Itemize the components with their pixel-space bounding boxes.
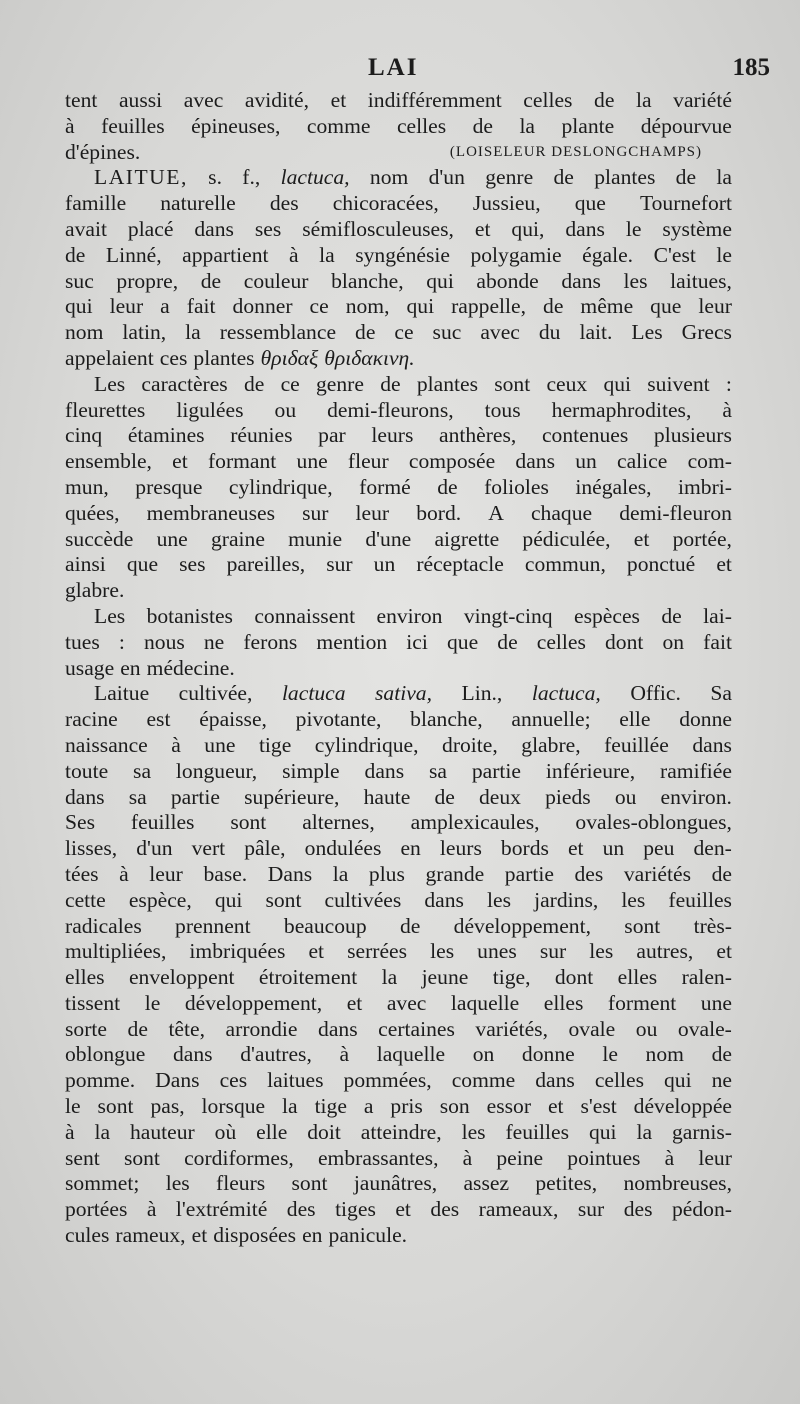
text-line: lisses, d'un vert pâle, ondulées en leurs bords et un peu den-: [65, 836, 732, 861]
text-line: nom latin, la ressemblance de ce suc avec du lait. Les Grecs: [65, 320, 732, 345]
text-line: suc propre, de couleur blanche, qui abonde dans les laitues,: [65, 268, 732, 293]
text-line: fleurettes ligulées ou demi-fleurons, tous hermaphrodites, à: [65, 397, 732, 422]
signature-line: [65, 140, 732, 166]
text-line: appelaient ces plantes θριδαξ θριδακινη.: [65, 345, 415, 370]
text-line: racine est épaisse, pivotante, blanche, annuelle; elle donne: [65, 707, 732, 732]
text-line: cinq étamines réunies par leurs anthères, contenues plusieurs: [65, 423, 732, 448]
text-line: dans sa partie supérieure, haute de deux pieds ou environ.: [65, 784, 732, 809]
text-line: à la hauteur où elle doit atteindre, les feuilles qui la garnis-: [65, 1119, 732, 1144]
text-line: cules rameux, et disposées en panicule.: [65, 1223, 408, 1248]
text-line: sent sont cordiformes, embrassantes, à peine pointues à leur: [65, 1145, 732, 1170]
page-header: [0, 54, 800, 88]
text-line: sorte de tête, arrondie dans certaines variétés, ovale ou ovale-: [65, 1016, 732, 1041]
text-line: tent aussi avec avidité, et indifféremment celles de la variété: [65, 88, 732, 112]
text-line: cette espèce, qui sont cultivées dans les jardins, les feuilles: [65, 887, 732, 912]
text-line: tissent le développement, et avec laquelle elles forment une: [65, 990, 732, 1015]
text-line: de Linné, appartient à la syngénésie polygamie égale. C'est le: [65, 242, 732, 267]
text-line: multipliées, imbriquées et serrées les unes sur les autres, et: [65, 939, 732, 964]
text-line: elles enveloppent étroitement la jeune tige, dont elles ralen-: [65, 965, 732, 990]
text-line: naissance à une tige cylindrique, droite, glabre, feuillée dans: [65, 732, 732, 757]
text-line: avait placé dans ses sémiflosculeuses, et qui, dans le système: [65, 216, 732, 241]
text-line: succède une graine munie d'une aigrette pédiculée, et portée,: [65, 526, 732, 551]
text-line: à feuilles épineuses, comme celles de la plante dépourvue: [65, 113, 732, 138]
text-line: mun, presque cylindrique, formé de folioles inégales, imbri-: [65, 474, 732, 499]
text-line: radicales prennent beaucoup de développement, sont très-: [65, 913, 732, 938]
text-line: ensemble, et formant une fleur composée dans un calice com-: [65, 449, 732, 474]
page-number: 185: [732, 54, 770, 81]
text-line: usage en médecine.: [65, 655, 235, 680]
text-line: sommet; les fleurs sont jaunâtres, assez petites, nombreuses,: [65, 1171, 732, 1196]
text-line: toute sa longueur, simple dans sa partie inférieure, ramifiée: [65, 758, 732, 783]
text-line: qui leur a fait donner ce nom, qui rappelle, de même que leur: [65, 294, 732, 319]
text-line: oblongue dans d'autres, à laquelle on donne le nom de: [65, 1042, 732, 1067]
text-line: Ses feuilles sont alternes, amplexicaules, ovales-oblongues,: [65, 810, 732, 835]
text-line: tues : nous ne ferons mention ici que de celles dont on fait: [65, 629, 732, 654]
text-line: ainsi que ses pareilles, sur un réceptacle commun, ponctué et: [65, 552, 732, 577]
text-line: portées à l'extrémité des tiges et des rameaux, sur des pédon-: [65, 1197, 732, 1222]
text-line: quées, membraneuses sur leur bord. A chaque demi-fleuron: [65, 500, 732, 525]
text-line: glabre.: [65, 578, 125, 603]
text-line: Les botanistes connaissent environ vingt-cinq espèces de lai-: [94, 603, 732, 628]
author-signature: (LOISELEUR DESLONGCHAMPS): [449, 143, 702, 160]
text-line: le sont pas, lorsque la tige a pris son essor et s'est développée: [65, 1094, 732, 1119]
text-line: Laitue cultivée, lactuca sativa, Lin., lactuca, Offic. Sa: [94, 681, 732, 706]
text-line: Les caractères de ce genre de plantes sont ceux qui suivent :: [94, 371, 732, 396]
text-line: famille naturelle des chicoracées, Jussieu, que Tournefort: [65, 191, 732, 216]
text-line: tées à leur base. Dans la plus grande partie des variétés de: [65, 861, 732, 886]
text-line: LAITUE, s. f., lactuca, nom d'un genre de plantes de la: [94, 165, 732, 190]
text-line: pomme. Dans ces laitues pommées, comme dans celles qui ne: [65, 1068, 732, 1093]
running-head: LAI: [368, 54, 419, 81]
closing-word: d'épines.: [65, 139, 141, 164]
body-text: [65, 88, 732, 1249]
